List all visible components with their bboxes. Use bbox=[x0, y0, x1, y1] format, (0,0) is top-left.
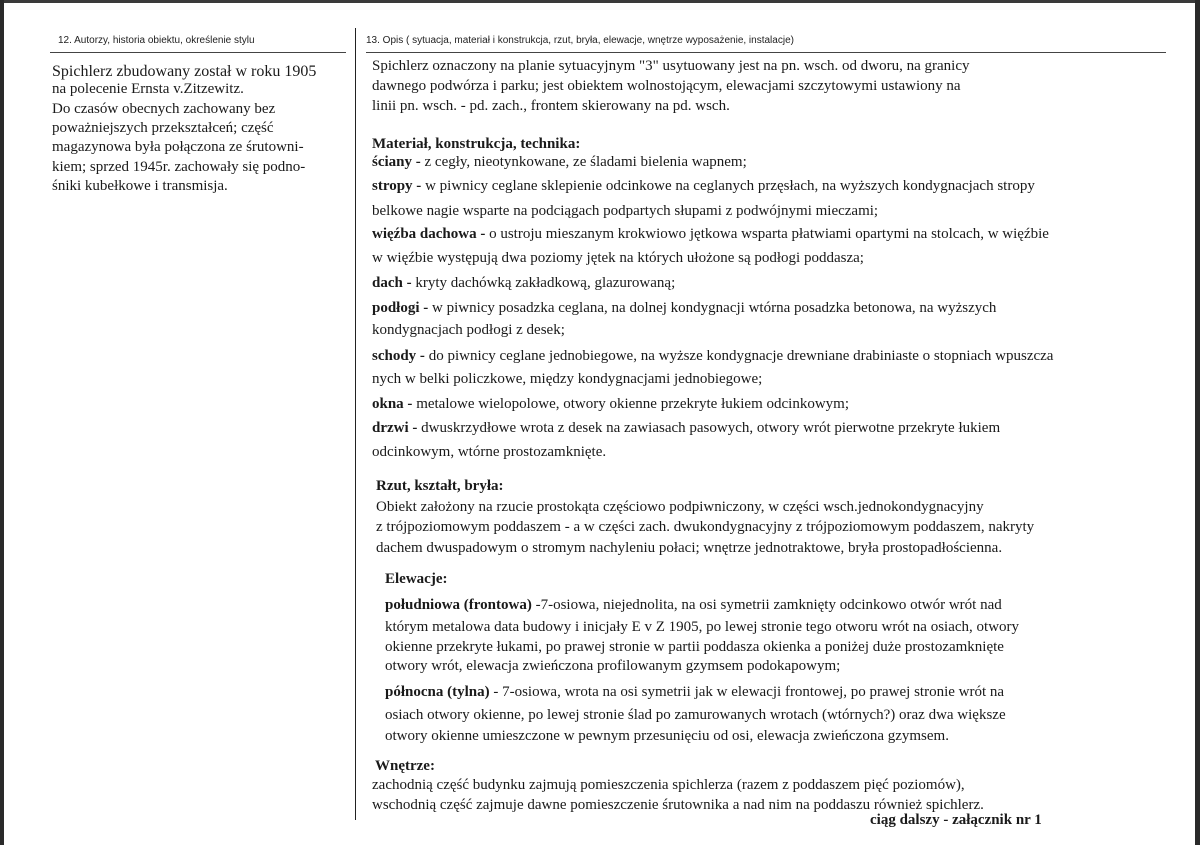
item-label: podłogi - bbox=[372, 300, 429, 316]
rzut-line: dachem dwuspadowym o stromym nachyleniu połaci; wnętrze jednotraktowe, bryła prostopadłościenna. bbox=[376, 540, 1003, 556]
intro-line: dawnego podwórza i parku; jest obiektem wolnostojącym, elewacjami szczytowymi ustawiony na bbox=[372, 78, 961, 94]
item-text: którym metalowa data budowy i inicjały E v Z 1905, po lewej stronie tego otworu wrót na osiach, otwory bbox=[385, 619, 1020, 635]
right-section-header: 13. Opis ( sytuacja, materiał i konstrukcja, rzut, bryła, elewacje, wnętrze wyposażenie, instalacje) bbox=[366, 35, 794, 46]
material-item bbox=[372, 154, 747, 171]
item-label: drzwi - bbox=[372, 420, 418, 436]
left-section-header: 12. Autorzy, historia obiektu, określenie stylu bbox=[58, 35, 255, 46]
elewacja-item bbox=[385, 619, 1019, 636]
elewacja-item bbox=[385, 658, 840, 675]
material-item bbox=[372, 203, 878, 220]
item-text: osiach otwory okienne, po lewej stronie ślad po zamurowanych wrotach (wtórnych?) oraz dwa większe bbox=[385, 707, 1006, 723]
rzut-line: Obiekt założony na rzucie prostokąta częściowo podpiwniczony, w części wsch.jednokondygnacyjny bbox=[376, 499, 984, 515]
elewacja-item bbox=[385, 597, 1002, 614]
item-label: okna - bbox=[372, 396, 413, 412]
history-line: magazynowa była połączona ze śrutowni- bbox=[52, 139, 304, 155]
material-item bbox=[372, 178, 1035, 195]
item-text: odcinkowym, wtórne prostozamknięte. bbox=[372, 444, 607, 460]
item-text: kryty dachówką zakładkową, glazurowaną; bbox=[411, 275, 676, 291]
rzut-section-title: Rzut, kształt, bryła: bbox=[376, 478, 504, 494]
item-text: do piwnicy ceglane jednobiegowe, na wyższe kondygnacje drewniane drabiniaste o stopniach wpuszcza bbox=[424, 348, 1054, 364]
history-line: na polecenie Ernsta v.Zitzewitz. bbox=[52, 81, 244, 97]
elewacja-item bbox=[385, 728, 949, 745]
item-label: dach - bbox=[372, 275, 412, 291]
left-header-rule bbox=[50, 52, 346, 53]
elewacja-item bbox=[385, 707, 1006, 724]
column-divider bbox=[355, 28, 356, 820]
item-text: nych w belki policzkowe, między kondygnacjami jednobiegowe; bbox=[372, 371, 763, 387]
history-line: kiem; sprzed 1945r. zachowały się podno- bbox=[52, 159, 306, 175]
item-text: - 7-osiowa, wrota na osi symetrii jak w elewacji frontowej, po prawej stronie wrót na bbox=[489, 684, 1005, 700]
page-right-edge bbox=[1195, 0, 1200, 845]
item-text: w więźbie występują dwa poziomy jętek na których ułożone są podłogi poddasza; bbox=[372, 250, 864, 266]
history-line: Do czasów obecnych zachowany bez bbox=[52, 101, 276, 117]
item-label: stropy - bbox=[372, 178, 422, 194]
page-top-edge bbox=[0, 0, 1200, 3]
material-item bbox=[372, 250, 864, 267]
material-item bbox=[372, 322, 565, 339]
material-item bbox=[372, 420, 1000, 437]
item-text: w piwnicy posadzka ceglana, na dolnej kondygnacji wtórna posadzka betonowa, na wyższych bbox=[428, 300, 997, 316]
material-item bbox=[372, 396, 849, 413]
page-left-edge bbox=[0, 0, 4, 845]
item-text: kondygnacjach podłogi z desek; bbox=[372, 322, 565, 338]
wnetrze-line: zachodnią część budynku zajmują pomieszczenia spichlerza (razem z poddaszem pięć poziomów), bbox=[372, 777, 965, 793]
history-line: śniki kubełkowe i transmisja. bbox=[52, 178, 228, 194]
material-item bbox=[372, 300, 996, 317]
item-label: ściany - bbox=[372, 154, 421, 170]
item-label: północna (tylna) bbox=[385, 684, 490, 700]
intro-line: linii pn. wsch. - pd. zach., frontem skierowany na pd. wsch. bbox=[372, 98, 730, 114]
material-item bbox=[372, 371, 762, 388]
item-text: okienne przekryte łukami, po prawej stronie w partii poddasza okienka a poniżej duże prostozamknięte bbox=[385, 639, 1004, 655]
material-item bbox=[372, 226, 1049, 243]
material-item bbox=[372, 444, 606, 461]
continuation-note: ciąg dalszy - załącznik nr 1 bbox=[870, 812, 1042, 828]
item-text: -7-osiowa, niejednolita, na osi symetrii zamknięty odcinkowo otwór wrót nad bbox=[531, 597, 1002, 613]
intro-line: Spichlerz oznaczony na planie sytuacyjnym "3" usytuowany jest na pn. wsch. od dworu, na granicy bbox=[372, 58, 970, 74]
wnetrze-section-title: Wnętrze: bbox=[375, 758, 435, 774]
item-text: otwory okienne umieszczone w pewnym przesunięciu od osi, elewacja zwieńczona gzymsem. bbox=[385, 728, 949, 744]
item-label: więźba dachowa - bbox=[372, 226, 486, 242]
item-text: o ustroju mieszanym krokwiowo jętkowa wsparta płatwiami opartymi na stolcach, w więźbie bbox=[485, 226, 1049, 242]
elewacje-section-title: Elewacje: bbox=[385, 571, 448, 587]
elewacja-item bbox=[385, 639, 1004, 656]
item-text: w piwnicy ceglane sklepienie odcinkowe na ceglanych przęsłach, na wyższych kondygnacjach stropy bbox=[421, 178, 1035, 194]
material-item bbox=[372, 348, 1053, 365]
item-text: belkowe nagie wsparte na podciągach podpartych słupami z podwójnymi mieczami; bbox=[372, 203, 879, 219]
item-label: południowa (frontowa) bbox=[385, 597, 532, 613]
history-line: Spichlerz zbudowany został w roku 1905 bbox=[52, 63, 317, 80]
material-section-title: Materiał, konstrukcja, technika: bbox=[372, 136, 581, 152]
item-text: otwory wrót, elewacja zwieńczona profilowanym gzymsem podokapowym; bbox=[385, 658, 841, 674]
item-text: metalowe wielopolowe, otwory okienne przekryte łukiem odcinkowym; bbox=[412, 396, 849, 412]
item-label: schody - bbox=[372, 348, 425, 364]
elewacja-item bbox=[385, 684, 1004, 701]
rzut-line: z trójpoziomowym poddaszem - a w części zach. dwukondygnacyjny z trójpoziomowym poddaszem, nakryty bbox=[376, 519, 1035, 535]
item-text: z cegły, nieotynkowane, ze śladami bielenia wapnem; bbox=[420, 154, 747, 170]
material-item bbox=[372, 275, 675, 292]
wnetrze-line: wschodnią część zajmuje dawne pomieszczenie śrutownika a nad nim na poddaszu również spichlerz. bbox=[372, 797, 984, 813]
history-line: poważniejszych przekształceń; część bbox=[52, 120, 274, 136]
item-text: dwuskrzydłowe wrota z desek na zawiasach pasowych, otwory wrót pierwotne przekryte łukiem bbox=[417, 420, 1001, 436]
right-header-rule bbox=[366, 52, 1166, 53]
